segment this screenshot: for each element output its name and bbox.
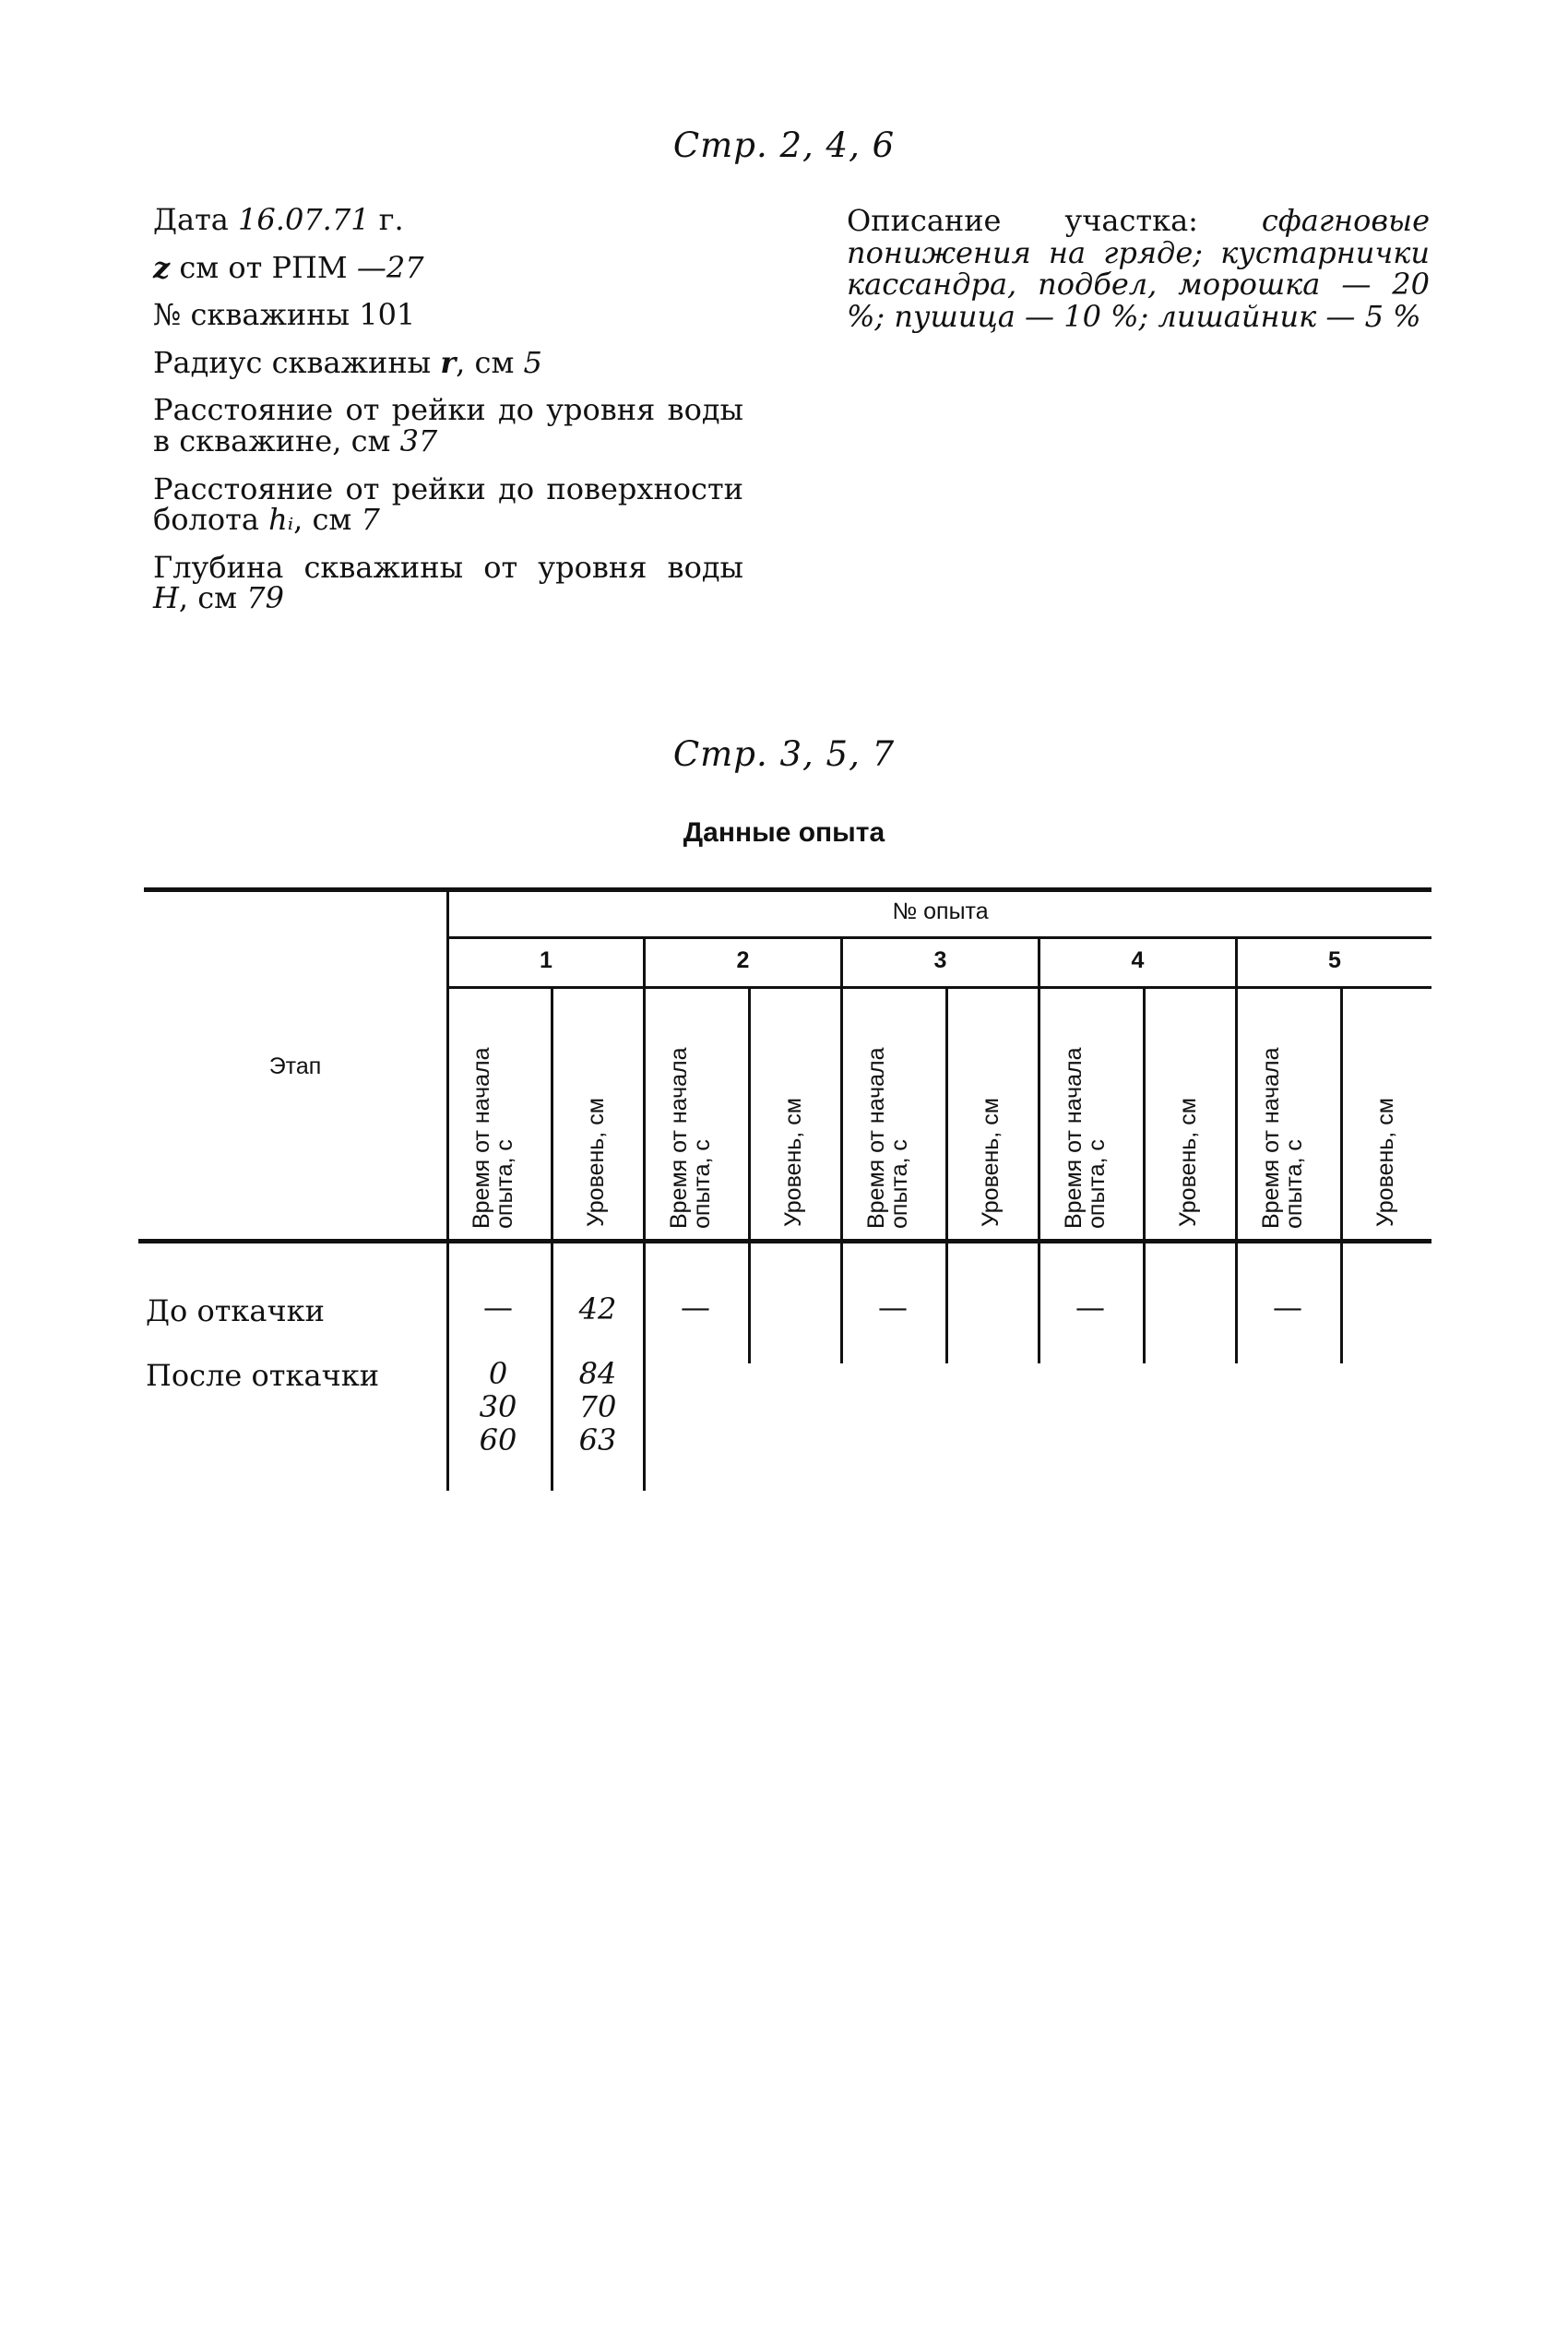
time-column-header: Время от начала опыта, с bbox=[1258, 1047, 1307, 1229]
time-column-header: Время от начала опыта, с bbox=[469, 1047, 517, 1229]
site-description bbox=[847, 205, 1430, 332]
experiments-header: № опыта bbox=[892, 898, 989, 924]
level-column-header: Уровень, см bbox=[1372, 1098, 1398, 1227]
z-value: —27 bbox=[356, 249, 424, 285]
level-after-2: 63 bbox=[578, 1422, 617, 1458]
level-after-1: 70 bbox=[578, 1389, 617, 1424]
empty-dash: — bbox=[1075, 1290, 1105, 1325]
page-heading-top: Стр. 2, 4, 6 bbox=[672, 125, 896, 165]
time-after-1: 30 bbox=[479, 1389, 517, 1424]
level-column-header: Уровень, см bbox=[1175, 1098, 1201, 1227]
experiment-number-rule bbox=[448, 986, 1431, 989]
well-number-value: 101 bbox=[359, 297, 416, 333]
time-column-header: Время от начала опыта, с bbox=[863, 1047, 912, 1229]
table-top-rule bbox=[144, 887, 1431, 892]
experiment-number-5: 5 bbox=[1328, 947, 1341, 973]
stage-header: Этап bbox=[268, 1053, 322, 1079]
empty-dash: — bbox=[878, 1290, 908, 1325]
level-column-header: Уровень, см bbox=[978, 1098, 1004, 1227]
surface-distance-value: 7 bbox=[361, 502, 380, 538]
site-description-label: Описание участка: bbox=[847, 203, 1198, 238]
experiment-number-4: 4 bbox=[1131, 947, 1145, 973]
surface-distance-line: Расстояние от рейки до поверхности болота hᵢ, см 7 bbox=[153, 470, 743, 538]
table-title: Данные опыта bbox=[683, 817, 885, 848]
level-column-header: Уровень, см bbox=[583, 1098, 609, 1227]
depth-value: 79 bbox=[246, 580, 284, 616]
radius-value: 5 bbox=[523, 344, 542, 380]
level-before-exp1: 42 bbox=[578, 1291, 617, 1327]
time-after-0: 0 bbox=[488, 1356, 508, 1391]
z-line: z см от РПМ —27 bbox=[153, 249, 424, 285]
time-after-2: 60 bbox=[479, 1422, 517, 1458]
level-after-0: 84 bbox=[578, 1356, 617, 1391]
radius-line: Радиус скважины r, см 5 bbox=[153, 344, 542, 380]
experiment-number-3: 3 bbox=[933, 947, 947, 973]
page-heading-mid: Стр. 3, 5, 7 bbox=[672, 734, 896, 774]
experiments-header-rule bbox=[448, 936, 1431, 939]
date-value: 16.07.71 bbox=[238, 202, 370, 237]
well-parameters bbox=[153, 202, 743, 631]
empty-dash: — bbox=[1273, 1290, 1302, 1325]
empty-dash: — bbox=[681, 1290, 710, 1325]
water-distance-line: Расстояние от рейки до уровня воды в скважине, см 37 bbox=[153, 392, 743, 458]
time-column-header: Время от начала опыта, с bbox=[666, 1047, 715, 1229]
well-number-line: № скважины 101 bbox=[153, 297, 416, 333]
date-line: Дата 16.07.71 г. bbox=[153, 202, 404, 237]
water-distance-value: 37 bbox=[399, 422, 438, 458]
site-description-text: сфагновые понижения на гряде; кустарнички кассандра, подбел, морошка — 20 %; пушица — 10 %; лишайник — 5 % bbox=[847, 203, 1430, 334]
row-label-after: После откачки bbox=[146, 1358, 380, 1393]
row-label-before: До откачки bbox=[146, 1293, 325, 1328]
experiment-number-2: 2 bbox=[736, 947, 750, 973]
experiment-number-1: 1 bbox=[540, 947, 552, 973]
time-column-header: Время от начала опыта, с bbox=[1061, 1047, 1110, 1229]
level-column-header: Уровень, см bbox=[780, 1098, 806, 1227]
empty-dash: — bbox=[483, 1290, 513, 1325]
depth-line: Глубина скважины от уровня воды H, см 79 bbox=[153, 549, 743, 616]
